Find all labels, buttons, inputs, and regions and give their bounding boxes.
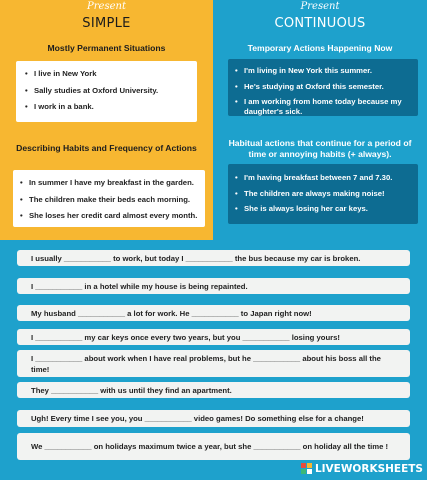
continuous-section1-box (228, 59, 418, 116)
list-item: • I work in a bank. (24, 102, 189, 112)
exercise-row[interactable]: I ___________ my car keys once every two years, but you ___________ losing yours! (17, 329, 410, 345)
exercise-row[interactable]: My husband ___________ a lot for work. He ___________ to Japan right now! (17, 305, 410, 321)
continuous-section1-heading: Temporary Actions Happening Now (247, 43, 393, 53)
liveworksheets-logo-icon (301, 463, 313, 475)
continuous-title: CONTINUOUS (274, 16, 366, 31)
simple-title: SIMPLE (82, 16, 131, 31)
continuous-section2-box (228, 164, 418, 224)
simple-script-label: Present (87, 1, 126, 12)
simple-section2-heading: Describing Habits and Frequency of Actions (16, 143, 197, 153)
list-item: • Sally studies at Oxford University. (24, 86, 189, 96)
list-item: • I live in New York (24, 69, 189, 79)
list-item: • She loses her credit card almost every month. (19, 211, 199, 221)
list-item: • I'm living in New York this summer. (234, 66, 412, 76)
list-item: • She is always losing her car keys. (234, 204, 412, 214)
exercise-row[interactable]: I usually ___________ to work, but today I ___________ the bus because my car is broken. (17, 250, 410, 266)
exercise-row[interactable]: We ___________ on holidays maximum twice a year, but she ___________ on holiday all the time ! (17, 433, 410, 460)
exercise-row[interactable]: I ___________ about work when I have real problems, but he ___________ about his boss all the time! (17, 350, 410, 377)
logo-text: LIVEWORKSHEETS (314, 463, 423, 475)
list-item: • In summer I have my breakfast in the garden. (19, 178, 199, 188)
present-simple-panel (0, 0, 213, 240)
list-item: • The children make their beds each morning. (19, 195, 199, 205)
exercise-row[interactable]: I ___________ in a hotel while my house is being repainted. (17, 278, 410, 294)
exercise-row[interactable]: Ugh! Every time I see you, you ___________ video games! Do something else for a change! (17, 410, 410, 427)
simple-section2-box (13, 170, 205, 227)
list-item: • He's studying at Oxford this semester. (234, 82, 412, 92)
simple-section1-box (16, 61, 197, 122)
continuous-script-label: Present (300, 1, 340, 12)
liveworksheets-logo (301, 463, 423, 475)
list-item: • I am working from home today because my daughter's sick. (234, 97, 412, 116)
list-item: • The children are always making noise! (234, 189, 412, 199)
simple-section1-heading: Mostly Permanent Situations (47, 43, 166, 53)
present-continuous-panel (213, 0, 427, 240)
list-item: • I'm having breakfast between 7 and 7.30. (234, 173, 412, 183)
continuous-section2-heading: Habitual actions that continue for a period of time or annoying habits (+ always). (228, 138, 412, 159)
exercise-row[interactable]: They ___________ with us until they find an apartment. (17, 382, 410, 398)
